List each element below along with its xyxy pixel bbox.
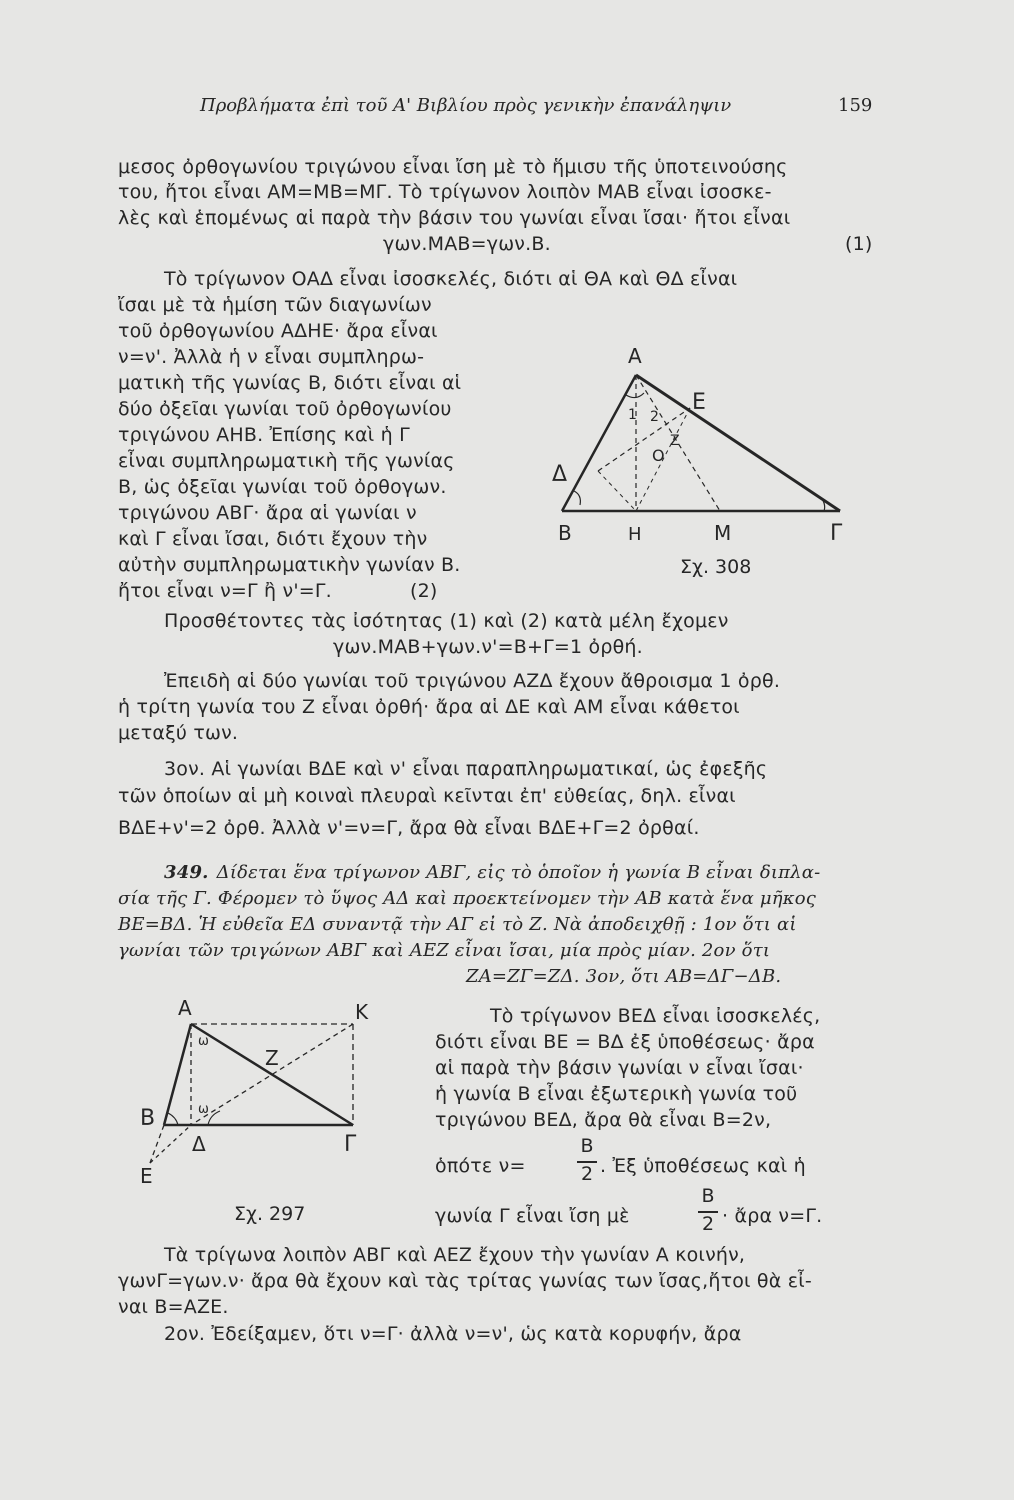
label-1: 1	[628, 407, 637, 423]
text-line: μεταξύ των.	[118, 722, 239, 744]
text-line: τριγώνου ΑΒΓ· ἄρα αἱ γωνίαι ν	[118, 502, 417, 524]
fraction-denominator: 2	[580, 1163, 594, 1185]
text-line: Προσθέτοντες τὰς ἰσότητας (1) καὶ (2) κατὰ μέλη ἔχομεν	[164, 610, 729, 632]
fraction-numerator: Β	[580, 1135, 594, 1157]
label-A: Α	[628, 345, 642, 368]
label-E: Ε	[140, 1164, 153, 1188]
segment-DH	[598, 471, 636, 511]
problem-statement-line: σία τῆς Γ. Φέρομεν τὸ ὕψος ΑΔ καὶ προεκτείνομεν τὴν ΑΒ κατὰ ἕνα μῆκος	[118, 888, 817, 909]
text-line: αὐτὴν συμπληρωματικὴν γωνίαν Β.	[118, 554, 461, 576]
figure-297-caption: Σχ. 297	[234, 1203, 306, 1225]
problem-statement-line: ΒΕ=ΒΔ. Ἡ εὐθεῖα ΕΔ συναντᾷ τὴν ΑΓ εἰ τὸ Ζ. Νὰ ἀποδειχθῇ : 1ον ὅτι αἱ	[118, 914, 797, 935]
label-G: Γ	[344, 1132, 357, 1157]
side-AB	[164, 1024, 191, 1125]
solution-line: ναι Β=ΑΖΕ.	[118, 1296, 229, 1318]
solution-line: διότι εἶναι ΒΕ = ΒΔ ἐξ ὑποθέσεως· ἄρα	[435, 1031, 815, 1053]
text-line: ματικὴ τῆς γωνίας Β, διότι εἶναι αἱ	[118, 372, 462, 394]
solution-line: ἡ γωνία Β εἶναι ἐξωτερικὴ γωνία τοῦ	[435, 1083, 798, 1105]
solution-line: ὁπότε ν=	[435, 1155, 526, 1177]
label-H: Η	[628, 524, 642, 545]
text-line: Ἐπειδὴ αἱ δύο γωνίαι τοῦ τριγώνου ΑΖΔ ἔχουν ἄθροισμα 1 ὀρθ.	[164, 670, 781, 692]
fraction-numerator: Β	[701, 1185, 715, 1207]
text-line: γων.ΜΑΒ=γων.Β.	[383, 233, 551, 255]
label-M: Μ	[714, 521, 732, 545]
problem-statement-line: ΖΑ=ΖΓ=ΖΔ. 3ον, ὅτι ΑΒ=ΔΓ−ΔΒ.	[466, 966, 782, 987]
text-line: 3ον. Αἱ γωνίαι ΒΔΕ καὶ ν' εἶναι παραπληρωματικαί, ὡς ἐφεξῆς	[164, 758, 768, 780]
label-2: 2	[650, 409, 659, 425]
text-line: Β, ὡς ὀξεῖαι γωνίαι τοῦ ὀρθογων.	[118, 476, 447, 498]
solution-line: αἱ παρὰ τὴν βάσιν γωνίαι ν εἶναι ἴσαι·	[435, 1057, 804, 1079]
label-B: Β	[558, 521, 572, 545]
text-line: ν=ν'. Ἀλλὰ ἡ ν εἶναι συμπληρω-	[118, 346, 425, 368]
angle-arc	[626, 393, 644, 398]
angle-arc	[168, 1113, 178, 1125]
solution-line: τριγώνου ΒΕΔ, ἄρα θὰ εἶναι Β=2ν,	[435, 1109, 772, 1131]
text-line: μεσος ὀρθογωνίου τριγώνου εἶναι ἴση μὲ τὸ ἥμισυ τῆς ὑποτεινούσης	[118, 156, 788, 178]
solution-line: . Ἐξ ὑποθέσεως καὶ ἡ	[600, 1155, 806, 1177]
solution-line: Τὸ τρίγωνον ΒΕΔ εἶναι ἰσοσκελές,	[490, 1005, 821, 1027]
text-line: λὲς καὶ ἑπομένως αἱ παρὰ τὴν βάσιν του γωνίαι εἶναι ἴσαι· ἤτοι εἶναι	[118, 207, 791, 229]
figure-308	[540, 345, 880, 550]
problem-statement-line	[118, 860, 820, 886]
label-G: Γ	[830, 521, 843, 546]
solution-line: γωνΓ=γων.ν· ἄρα θὰ ἔχουν καὶ τὰς τρίτας γωνίας των ἴσας,ἤτοι θὰ εἶ-	[118, 1270, 812, 1292]
text-line: ΒΔΕ+ν'=2 ὀρθ. Ἀλλὰ ν'=ν=Γ, ἄρα θὰ εἶναι ΒΔΕ+Γ=2 ὀρθαί.	[118, 817, 700, 839]
equation-number: (1)	[845, 233, 873, 255]
label-E: Ε	[692, 390, 706, 415]
text-line: ἴσαι μὲ τὰ ἡμίση τῶν διαγωνίων	[118, 294, 432, 316]
solution-line: γωνία Γ εἶναι ἴση μὲ	[435, 1205, 630, 1227]
text-line: ἡ τρίτη γωνία του Ζ εἶναι ὀρθή· ἄρα αἱ ΔΕ καὶ ΑΜ εἶναι κάθετοι	[118, 696, 740, 718]
label-D: Δ	[552, 462, 568, 487]
label-Z: Ζ	[265, 1046, 279, 1070]
text-line: τοῦ ὀρθογωνίου ΑΔΗΕ· ἄρα εἶναι	[118, 320, 438, 342]
figure-297	[128, 995, 378, 1195]
problem-statement-line: γωνίαι τῶν τριγώνων ΑΒΓ καὶ ΑΕΖ εἶναι ἴσαι, μία πρὸς μίαν. 2ον ὅτι	[118, 940, 771, 961]
segment-ED	[150, 1125, 191, 1163]
text-line: του, ἤτοι εἶναι ΑΜ=ΜΒ=ΜΓ. Τὸ τρίγωνον λοιπὸν ΜΑΒ εἶναι ἰσοσκε-	[118, 181, 772, 203]
angle-arc	[574, 491, 580, 505]
fraction-denominator: 2	[701, 1213, 715, 1235]
side-AB	[562, 375, 636, 511]
equation-number: (2)	[410, 580, 438, 602]
text-line: καὶ Γ εἶναι ἴσαι, διότι ἔχουν τὴν	[118, 528, 428, 550]
text-line: Τὸ τρίγωνον ΟΑΔ εἶναι ἰσοσκελές, διότι αἱ ΘΑ καὶ ΘΔ εἶναι	[164, 268, 738, 290]
label-B: Β	[140, 1106, 156, 1131]
label-D: Δ	[192, 1132, 206, 1156]
angle-arc	[208, 1111, 220, 1125]
solution-line: 2ον. Ἐδείξαμεν, ὅτι ν=Γ· ἀλλὰ ν=ν', ὡς κατὰ κορυφήν, ἄρα	[164, 1323, 742, 1345]
text-line: εἶναι συμπληρωματικὴ τῆς γωνίας	[118, 450, 455, 472]
label-A: Α	[178, 996, 192, 1020]
label-omega: ω	[198, 1034, 209, 1049]
figure-308-caption: Σχ. 308	[680, 556, 752, 578]
text-line: δύο ὀξεῖαι γωνίαι τοῦ ὀρθογωνίου	[118, 398, 452, 420]
side-AG	[636, 375, 840, 511]
solution-line: Τὰ τρίγωνα λοιπὸν ΑΒΓ καὶ ΑΕΖ ἔχουν τὴν γωνίαν Α κοινήν,	[164, 1244, 746, 1266]
solution-line: · ἄρα ν=Γ.	[722, 1205, 823, 1227]
label-K: Κ	[355, 1000, 369, 1024]
text-line: τριγώνου ΑΗΒ. Ἐπίσης καὶ ἡ Γ	[118, 424, 410, 446]
text-line: ἤτοι εἶναι ν=Γ ἢ ν'=Γ.	[118, 580, 332, 602]
text-line: γων.ΜΑΒ+γων.ν'=Β+Γ=1 ὀρθή.	[333, 636, 643, 658]
label-O: Ο	[652, 446, 665, 465]
label-Z: Ζ	[670, 433, 680, 449]
page-number: 159	[838, 95, 873, 116]
problem-text: Δίδεται ἕνα τρίγωνον ΑΒΓ, εἰς τὸ ὁποῖον ἡ γωνία Β εἶναι διπλα-	[216, 862, 821, 883]
text-line: τῶν ὁποίων αἱ μὴ κοιναὶ πλευραὶ κεῖνται ἐπ' εὐθείας, δηλ. εἶναι	[118, 785, 736, 807]
label-omega: ω	[198, 1102, 209, 1117]
problem-number: 349.	[164, 862, 209, 883]
running-title: Προβλήματα ἐπὶ τοῦ Α' Βιβλίου πρὸς γενικὴν ἐπανάληψιν	[200, 95, 732, 116]
